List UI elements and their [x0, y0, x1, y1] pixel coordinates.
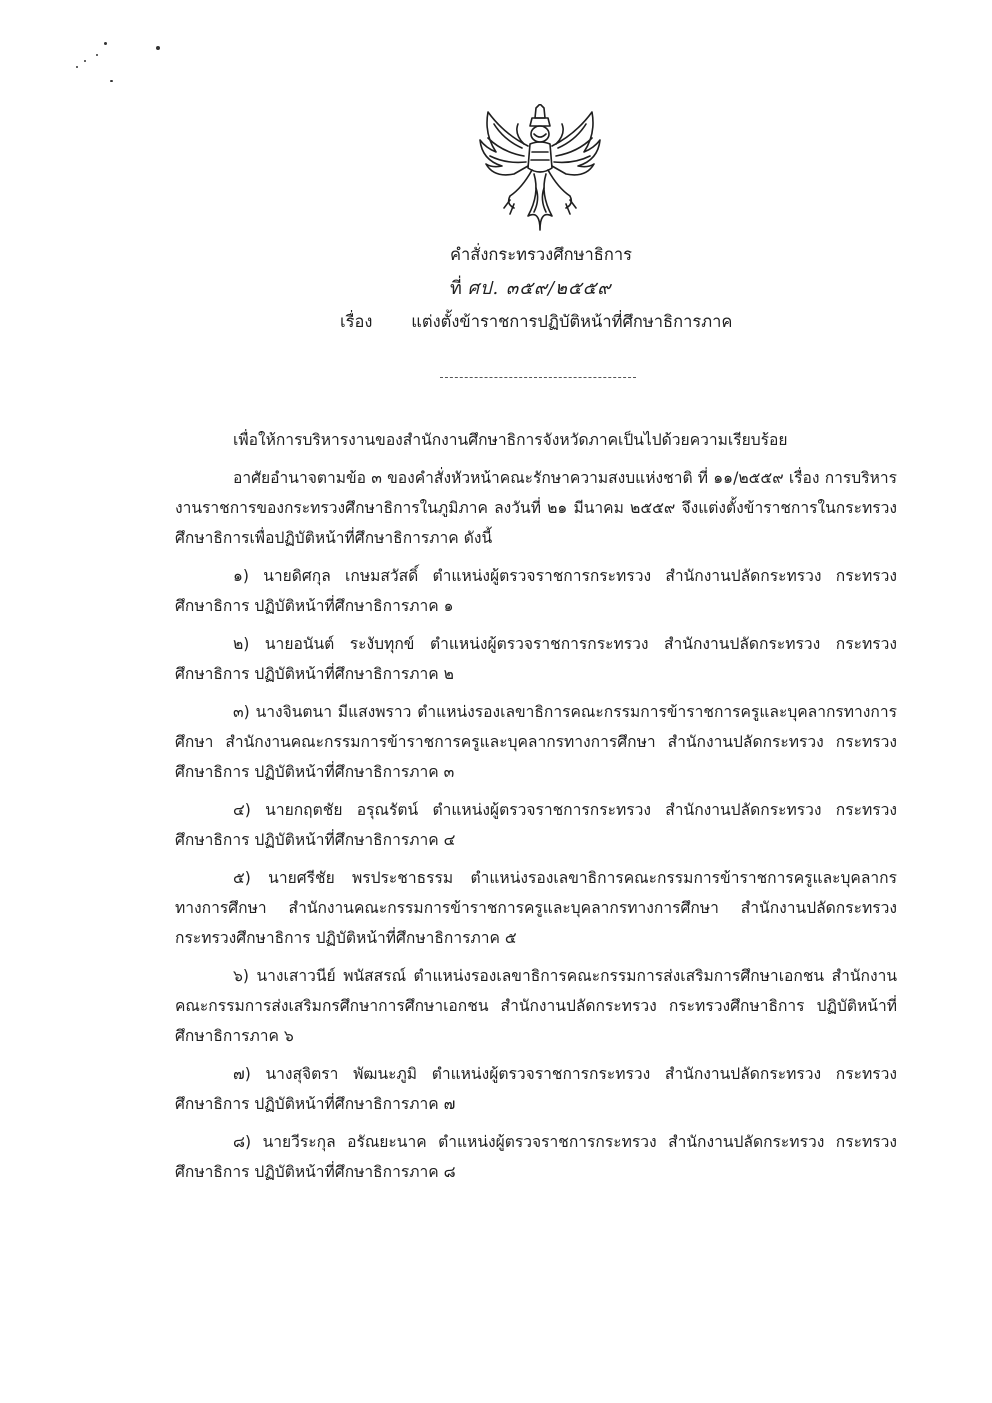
appointment-item: ๒) นายอนันต์ ระงับทุกข์ ตำแหน่งผู้ตรวจราชการกระทรวง สำนักงานปลัดกระทรวง กระทรวงศึกษาธิการ ปฏิบัติหน้าที่ศึกษาธิการภาค ๒	[175, 635, 897, 683]
appointment-item: ๓) นางจินตนา มีแสงพราว ตำแหน่งรองเลขาธิการคณะกรรมการข้าราชการครูและบุคลากรทางการศึกษา สำนักงานคณะกรรมการข้าราชการครูและบุคลากรทางการศึกษา สำนักงานปลัดกระทรวง กระทรวงศึกษาธิการ ปฏิบัติหน้าที่ศึกษาธิการภาค ๓	[175, 703, 897, 781]
order-subject	[340, 311, 732, 333]
order-number-prefix: ที่	[450, 278, 462, 299]
appointment-item: ๕) นายศรีชัย พรประชาธรรม ตำแหน่งรองเลขาธิการคณะกรรมการข้าราชการครูและบุคลากรทางการศึกษา สำนักงานคณะกรรมการข้าราชการครูและบุคลากรทางการศึกษา สำนักงานปลัดกระทรวง กระทรวงศึกษาธิการ ปฏิบัติหน้าที่ศึกษาธิการภาค ๕	[175, 869, 897, 947]
order-number	[450, 278, 611, 300]
header-divider	[440, 377, 636, 378]
authority-paragraph: อาศัยอำนาจตามข้อ ๓ ของคำสั่งหัวหน้าคณะรักษาความสงบแห่งชาติ ที่ ๑๑/๒๕๕๙ เรื่อง การบริหารงานราชการของกระทรวงศึกษาธิการในภูมิภาค ลงวันที่ ๒๑ มีนาคม ๒๕๕๙ จึงแต่งตั้งข้าราชการในกระทรวงศึกษาธิการเพื่อปฏิบัติหน้าที่ศึกษาธิการภาค ดังนี้	[175, 469, 897, 547]
subject-label: เรื่อง	[340, 312, 373, 331]
subject-text: แต่งตั้งข้าราชการปฏิบัติหน้าที่ศึกษาธิการภาค	[411, 312, 733, 331]
order-body	[175, 425, 897, 1187]
order-number-value: ศป. ๓๕๙/๒๕๕๙	[467, 278, 612, 299]
appointment-item: ๔) นายกฤตชัย อรุณรัตน์ ตำแหน่งผู้ตรวจราชการกระทรวง สำนักงานปลัดกระทรวง กระทรวงศึกษาธิการ ปฏิบัติหน้าที่ศึกษาธิการภาค ๔	[175, 801, 897, 849]
intro-paragraph: เพื่อให้การบริหารงานของสำนักงานศึกษาธิการจังหวัดภาคเป็นไปด้วยความเรียบร้อย	[233, 431, 788, 449]
appointment-item: ๖) นางเสาวนีย์ พนัสสรณ์ ตำแหน่งรองเลขาธิการคณะกรรมการส่งเสริมการศึกษาเอกชน สำนักงานคณะกรรมการส่งเสริมกรศึกษาการศึกษาเอกชน สำนักงานปลัดกระทรวง กระทรวงศึกษาธิการ ปฏิบัติหน้าที่ศึกษาธิการภาค ๖	[175, 967, 897, 1045]
appointment-item: ๗) นางสุจิตรา พัฒนะภูมิ ตำแหน่งผู้ตรวจราชการกระทรวง สำนักงานปลัดกระทรวง กระทรวงศึกษาธิการ ปฏิบัติหน้าที่ศึกษาธิการภาค ๗	[175, 1065, 897, 1113]
garuda-emblem-icon	[474, 104, 606, 236]
appointment-item: ๑) นายดิศกุล เกษมสวัสดิ์ ตำแหน่งผู้ตรวจราชการกระทรวง สำนักงานปลัดกระทรวง กระทรวงศึกษาธิการ ปฏิบัติหน้าที่ศึกษาธิการภาค ๑	[175, 567, 897, 615]
appointment-item: ๘) นายวีระกุล อรัณยะนาค ตำแหน่งผู้ตรวจราชการกระทรวง สำนักงานปลัดกระทรวง กระทรวงศึกษาธิการ ปฏิบัติหน้าที่ศึกษาธิการภาค ๘	[175, 1133, 897, 1181]
document-title: คำสั่งกระทรวงศึกษาธิการ	[450, 245, 632, 264]
